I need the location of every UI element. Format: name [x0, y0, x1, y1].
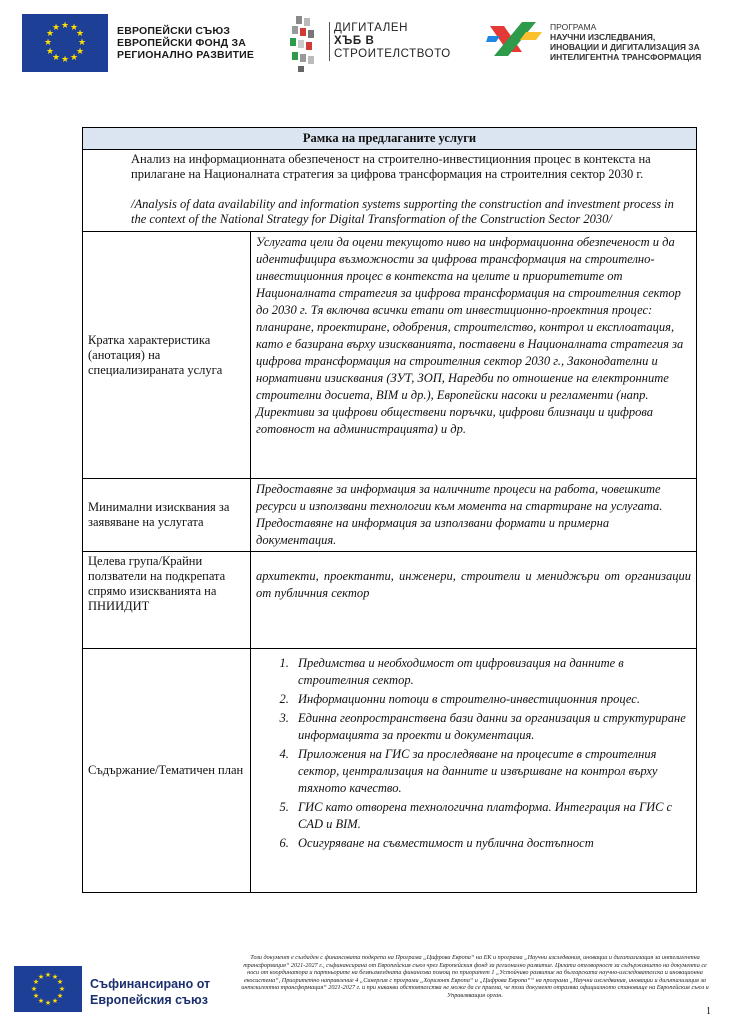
- page-number: 1: [706, 1006, 711, 1017]
- svg-text:★: ★: [69, 23, 79, 33]
- row-label-annotation: Кратка характеристика (анотация) на специализираната услуга: [83, 232, 251, 479]
- svg-text:★: ★: [37, 973, 45, 981]
- list-item: 5. ГИС като отворена технологична платформа. Интеграция на ГИС с CAD и BIM.: [292, 799, 691, 833]
- digital-hub-logo-text: ДИГИТАЛЕН ХЪБ В СТРОИТЕЛСТВОТО: [329, 22, 451, 61]
- svg-text:★: ★: [77, 38, 87, 48]
- svg-text:★: ★: [56, 978, 64, 986]
- eu-logo-text: ЕВРОПЕЙСКИ СЪЮЗ ЕВРОПЕЙСКИ ФОНД ЗА РЕГИОНАЛНО РАЗВИТИЕ: [117, 25, 255, 61]
- row-value-target-group: архитекти, проектанти, инженери, строители и мениджъри от организации от публичния сектор: [251, 552, 697, 649]
- row-value-thematic-plan: [251, 649, 697, 893]
- svg-text:★: ★: [51, 973, 59, 981]
- row-label-requirements: Минимални изисквания за заявяване на услугата: [83, 479, 251, 552]
- svg-text:★: ★: [30, 985, 38, 993]
- table-title-row: [83, 128, 697, 150]
- svg-text:★: ★: [45, 47, 55, 57]
- svg-text:★: ★: [75, 47, 85, 57]
- svg-text:★: ★: [56, 992, 64, 1000]
- row-label-target-group: Целева група/Крайни ползватели на подкрепата спрямо изискванията на ПНИИДИТ: [83, 552, 251, 649]
- svg-text:★: ★: [60, 55, 70, 65]
- svg-text:★: ★: [43, 38, 53, 48]
- eu-flag-icon: [22, 14, 108, 72]
- table-intro-row: [83, 150, 697, 232]
- svg-text:★: ★: [45, 29, 55, 39]
- thematic-plan-list: [256, 655, 691, 852]
- list-item: 1. Предимства и необходимост от цифровизация на данните в строителния сектор.: [292, 655, 691, 689]
- table-title: Рамка на предлаганите услуги: [83, 128, 697, 150]
- row-value-annotation: Услугата цели да оцени текущото ниво на информационна обезпеченост и да идентифицира възможности за цифрова трансформация на строително-инвестиционния процес в контекста на целите и приоритетите от Националната стратегия за цифрова трансформация на строителния сектор до 2030 г. Тя включва всички етапи от инвестиционно-проектния процес: планиране, проектиране, одобрения, строителство, контрол и експлоатация, като е базирана върху изискванията, поставени в Националната стратегия за цифрова трансформация на строителния сектор 2030 г., Законодателни и нормативни изисквания (ЗУТ, ЗОП, Наредби по отношение на електронните строителни досиета, BIM и др.), Европейски насоки и регламенти (напр. Директиви за цифрови обществени поръчки, цифрови близнаци и цифрова готовност на администрацията) и др.: [251, 232, 697, 479]
- svg-text:★: ★: [60, 21, 70, 31]
- svg-text:★: ★: [69, 53, 79, 63]
- services-frame-table: [82, 127, 697, 893]
- eu-flag-footer-icon: [14, 966, 82, 1012]
- svg-text:★: ★: [44, 971, 52, 979]
- svg-text:★: ★: [37, 997, 45, 1005]
- list-item: 6. Осигуряване на съвместимост и публична достъпност: [292, 835, 691, 852]
- table-row: [83, 552, 697, 649]
- svg-text:★: ★: [32, 978, 40, 986]
- page-header: [0, 0, 731, 90]
- svg-text:★: ★: [32, 992, 40, 1000]
- svg-text:★: ★: [75, 29, 85, 39]
- svg-text:★: ★: [58, 985, 66, 993]
- table-row: [83, 479, 697, 552]
- funding-disclaimer: Този документ е създаден с финансовата подкрепа на Програма „Цифрова Европа“ на ЕК и програма „Научни изследвания, иновации и дигитализация за интелигентна трансформация“ 2021-2027 г., съфинансирана от Европейския съюз чрез Европейския фонд за регионално развитие. Цялата отговорност за съдържанието на документа се носи от координатора и партньорите на безвъзмездната финансова помощ по приоритет 1 „Устойчиво развитие на българската научно-изследователска и иновационна екосистема“, Приоритетно направление 4 „Синергия с програми „Хоризонт Европа“ и „Цифрова Европа““ на програма „Научни изследвания, иновации и дигитализация за интелигентна трансформация“ 2021-2027 г. и при никакви обстоятелства не може да се приема, че този документ отразява официалното становище на Европейския съюз и Управляващия орган.: [241, 954, 709, 999]
- row-value-requirements: Предоставяне за информация за наличните процеси на работа, човешките ресурси и използвани технологии към момента на стартиране на услугата. Предоставяне на информация за използвани формати и примерна документация.: [251, 479, 697, 552]
- list-item: 4. Приложения на ГИС за проследяване на процесите в строителния сектор, централизация на данните и извършване на контрол върху тяхното качество.: [292, 746, 691, 797]
- service-description: [83, 150, 697, 232]
- table-row: [83, 232, 697, 479]
- service-title-en: /Analysis of data availability and information systems supporting the construction and investment process in the context of the National Strategy for Digital Transformation of the Construction Sector 2030/: [131, 197, 674, 226]
- list-item: 3. Единна геопространствена бази данни за организация и структуриране информацията за проекти и документация.: [292, 710, 691, 744]
- program-logo-icon: [486, 18, 546, 60]
- svg-text:★: ★: [44, 999, 52, 1007]
- svg-text:★: ★: [51, 53, 61, 63]
- service-title-bg: Анализ на информационната обезпеченост на строително-инвестиционния процес в контекста на прилагане на Националната стратегия за цифрова трансформация на строителния сектор 2030 г.: [131, 152, 651, 181]
- digital-hub-logo-icon: [282, 12, 326, 76]
- row-label-thematic-plan: Съдържание/Тематичен план: [83, 649, 251, 893]
- svg-text:★: ★: [51, 23, 61, 33]
- cofinanced-label: Съфинансирано от Европейския съюз: [90, 977, 211, 1007]
- list-item: 2. Информационни потоци в строително-инвестиционния процес.: [292, 691, 691, 708]
- program-logo-text: ПРОГРАМА НАУЧНИ ИЗСЛЕДВАНИЯ, ИНОВАЦИИ И ДИГИТАЛИЗАЦИЯ ЗА ИНТЕЛИГЕНТНА ТРАНСФОРМАЦИЯ: [550, 22, 702, 62]
- svg-text:★: ★: [51, 997, 59, 1005]
- table-row: [83, 649, 697, 893]
